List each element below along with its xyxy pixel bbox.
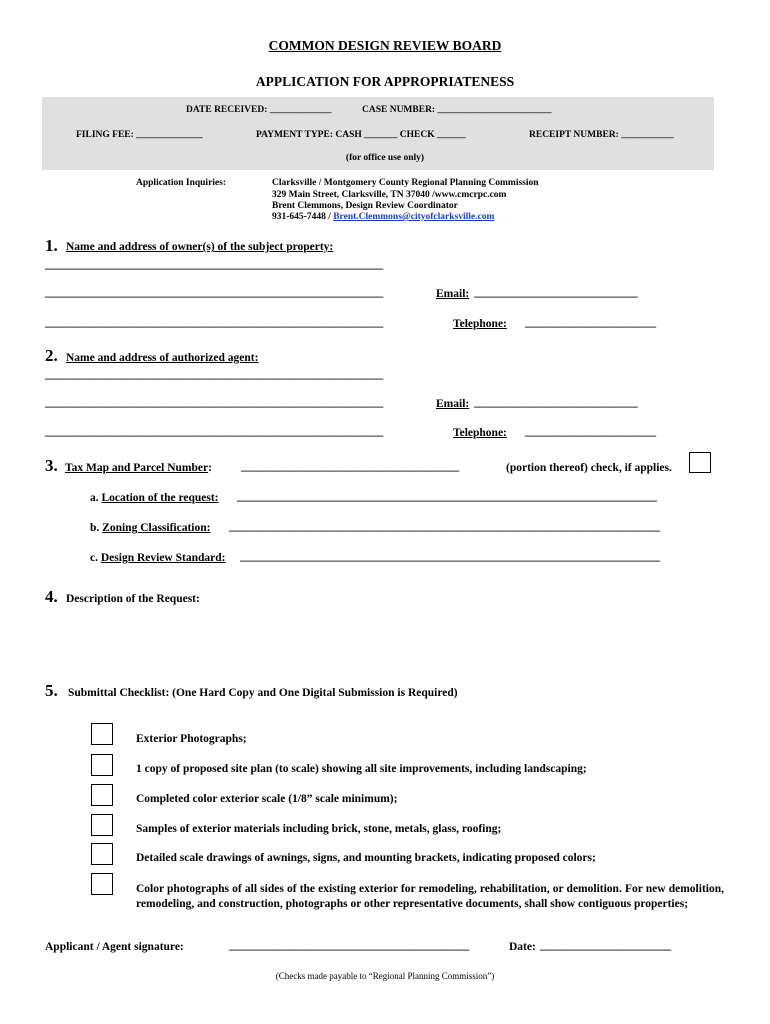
- section-5-label: Submittal Checklist: (One Hard Copy and One Digital Submission is Required): [68, 687, 458, 699]
- payment-type-field[interactable]: PAYMENT TYPE: CASH _______ CHECK ______: [256, 130, 466, 140]
- location-row: [90, 492, 219, 504]
- checklist-checkbox-2[interactable]: [91, 754, 113, 776]
- footer-note: (Checks made payable to “Regional Planning Commission”): [275, 971, 495, 981]
- location-field[interactable]: _____________________________________________________________________________: [237, 491, 657, 503]
- checklist-checkbox-1[interactable]: [91, 723, 113, 745]
- owner-telephone-field[interactable]: ________________________: [525, 317, 656, 329]
- zoning-field[interactable]: _______________________________________________________________________________: [229, 521, 660, 533]
- office-use-note: (for office use only): [345, 153, 425, 163]
- owner-telephone-label: Telephone:: [453, 318, 507, 330]
- inquiries-phone: 931-645-7448 /: [272, 212, 334, 222]
- checklist-item-4: Samples of exterior materials including brick, stone, metals, glass, roofing;: [136, 823, 502, 835]
- inquiries-label: Application Inquiries:: [136, 178, 227, 188]
- form-subtitle: APPLICATION FOR APPROPRIATENESS: [255, 74, 515, 89]
- inquiries-line-2: 329 Main Street, Clarksville, TN 37040 /www.cmcrpc.com: [272, 190, 507, 200]
- filing-fee-field[interactable]: FILING FEE: ______________: [76, 130, 203, 140]
- owner-email-label: Email:: [436, 288, 470, 300]
- description-area[interactable]: [66, 612, 716, 674]
- tax-map-label: Tax Map and Parcel Number: [65, 462, 209, 474]
- zoning-row: [90, 522, 210, 534]
- checklist-item-5: Detailed scale drawings of awnings, signs, and mounting brackets, indicating proposed colors;: [136, 852, 596, 864]
- date-label: Date:: [509, 941, 536, 953]
- zoning-label: Zoning Classification:: [102, 522, 211, 534]
- form-title: COMMON DESIGN REVIEW BOARD: [268, 38, 502, 53]
- checklist-item-1: Exterior Photographs;: [136, 733, 247, 745]
- checklist-checkbox-6[interactable]: [91, 873, 113, 895]
- section-2-label: Name and address of authorized agent:: [66, 352, 259, 364]
- portion-thereof-checkbox[interactable]: [689, 452, 711, 473]
- section-1-label: Name and address of owner(s) of the subject property:: [66, 241, 334, 253]
- section-4-number: 4.: [45, 587, 58, 606]
- section-5-number: 5.: [45, 681, 58, 700]
- case-number-field[interactable]: CASE NUMBER: ________________________: [362, 105, 552, 115]
- checklist-checkbox-4[interactable]: [91, 814, 113, 836]
- date-field[interactable]: ________________________: [540, 940, 671, 952]
- tax-map-field[interactable]: ________________________________________: [241, 461, 460, 473]
- inquiries-line-1: Clarksville / Montgomery County Regional Planning Commission: [272, 178, 539, 188]
- portion-thereof-label: (portion thereof) check, if applies.: [506, 462, 672, 474]
- checklist-item-6: Color photographs of all sides of the existing exterior for remodeling, rehabilitation, or demolition. For new demolition, remodeling, and construction, photographs or other representative documents, shall show contiguous properties;: [136, 883, 724, 910]
- location-label: Location of the request:: [101, 492, 219, 504]
- checklist-checkbox-5[interactable]: [91, 843, 113, 865]
- owner-line-1[interactable]: ______________________________________________________________: [45, 259, 383, 271]
- date-received-field[interactable]: DATE RECEIVED: _____________: [186, 105, 332, 115]
- agent-email-label: Email:: [436, 398, 470, 410]
- owner-line-3[interactable]: ______________________________________________________________: [45, 317, 383, 329]
- receipt-number-field[interactable]: RECEIPT NUMBER: ___________: [529, 130, 674, 140]
- agent-line-3[interactable]: ______________________________________________________________: [45, 426, 383, 438]
- signature-field[interactable]: ____________________________________________: [229, 940, 469, 952]
- section-3-label: [65, 462, 212, 474]
- section-2-number: 2.: [45, 346, 58, 365]
- checklist-item-3: Completed color exterior scale (1/8” scale minimum);: [136, 793, 398, 805]
- checklist-checkbox-3[interactable]: [91, 784, 113, 806]
- checklist-item-2: 1 copy of proposed site plan (to scale) showing all site improvements, including landscaping;: [136, 763, 587, 775]
- design-standard-row: [90, 552, 225, 564]
- section-3-number: 3.: [45, 456, 58, 475]
- zoning-prefix: b.: [90, 522, 100, 534]
- agent-telephone-field[interactable]: ________________________: [525, 426, 656, 438]
- owner-line-2[interactable]: ______________________________________________________________: [45, 287, 383, 299]
- agent-email-field[interactable]: ______________________________: [474, 397, 638, 409]
- signature-label: Applicant / Agent signature:: [45, 941, 184, 953]
- design-standard-label: Design Review Standard:: [100, 552, 226, 564]
- agent-line-1[interactable]: ______________________________________________________________: [45, 369, 383, 381]
- inquiries-contact: [272, 212, 494, 222]
- tax-map-colon: :: [208, 462, 212, 474]
- owner-email-field[interactable]: ______________________________: [474, 287, 638, 299]
- inquiries-line-3: Brent Clemmons, Design Review Coordinator: [272, 201, 458, 211]
- section-4-label: Description of the Request:: [66, 593, 200, 605]
- inquiries-email-link[interactable]: Brent.Clemmons@cityofclarksville.com: [333, 212, 495, 222]
- agent-line-2[interactable]: ______________________________________________________________: [45, 397, 383, 409]
- design-standard-prefix: c.: [90, 552, 98, 564]
- agent-telephone-label: Telephone:: [453, 427, 507, 439]
- section-1-number: 1.: [45, 236, 58, 255]
- design-standard-field[interactable]: _____________________________________________________________________________: [240, 551, 660, 563]
- location-prefix: a.: [90, 492, 99, 504]
